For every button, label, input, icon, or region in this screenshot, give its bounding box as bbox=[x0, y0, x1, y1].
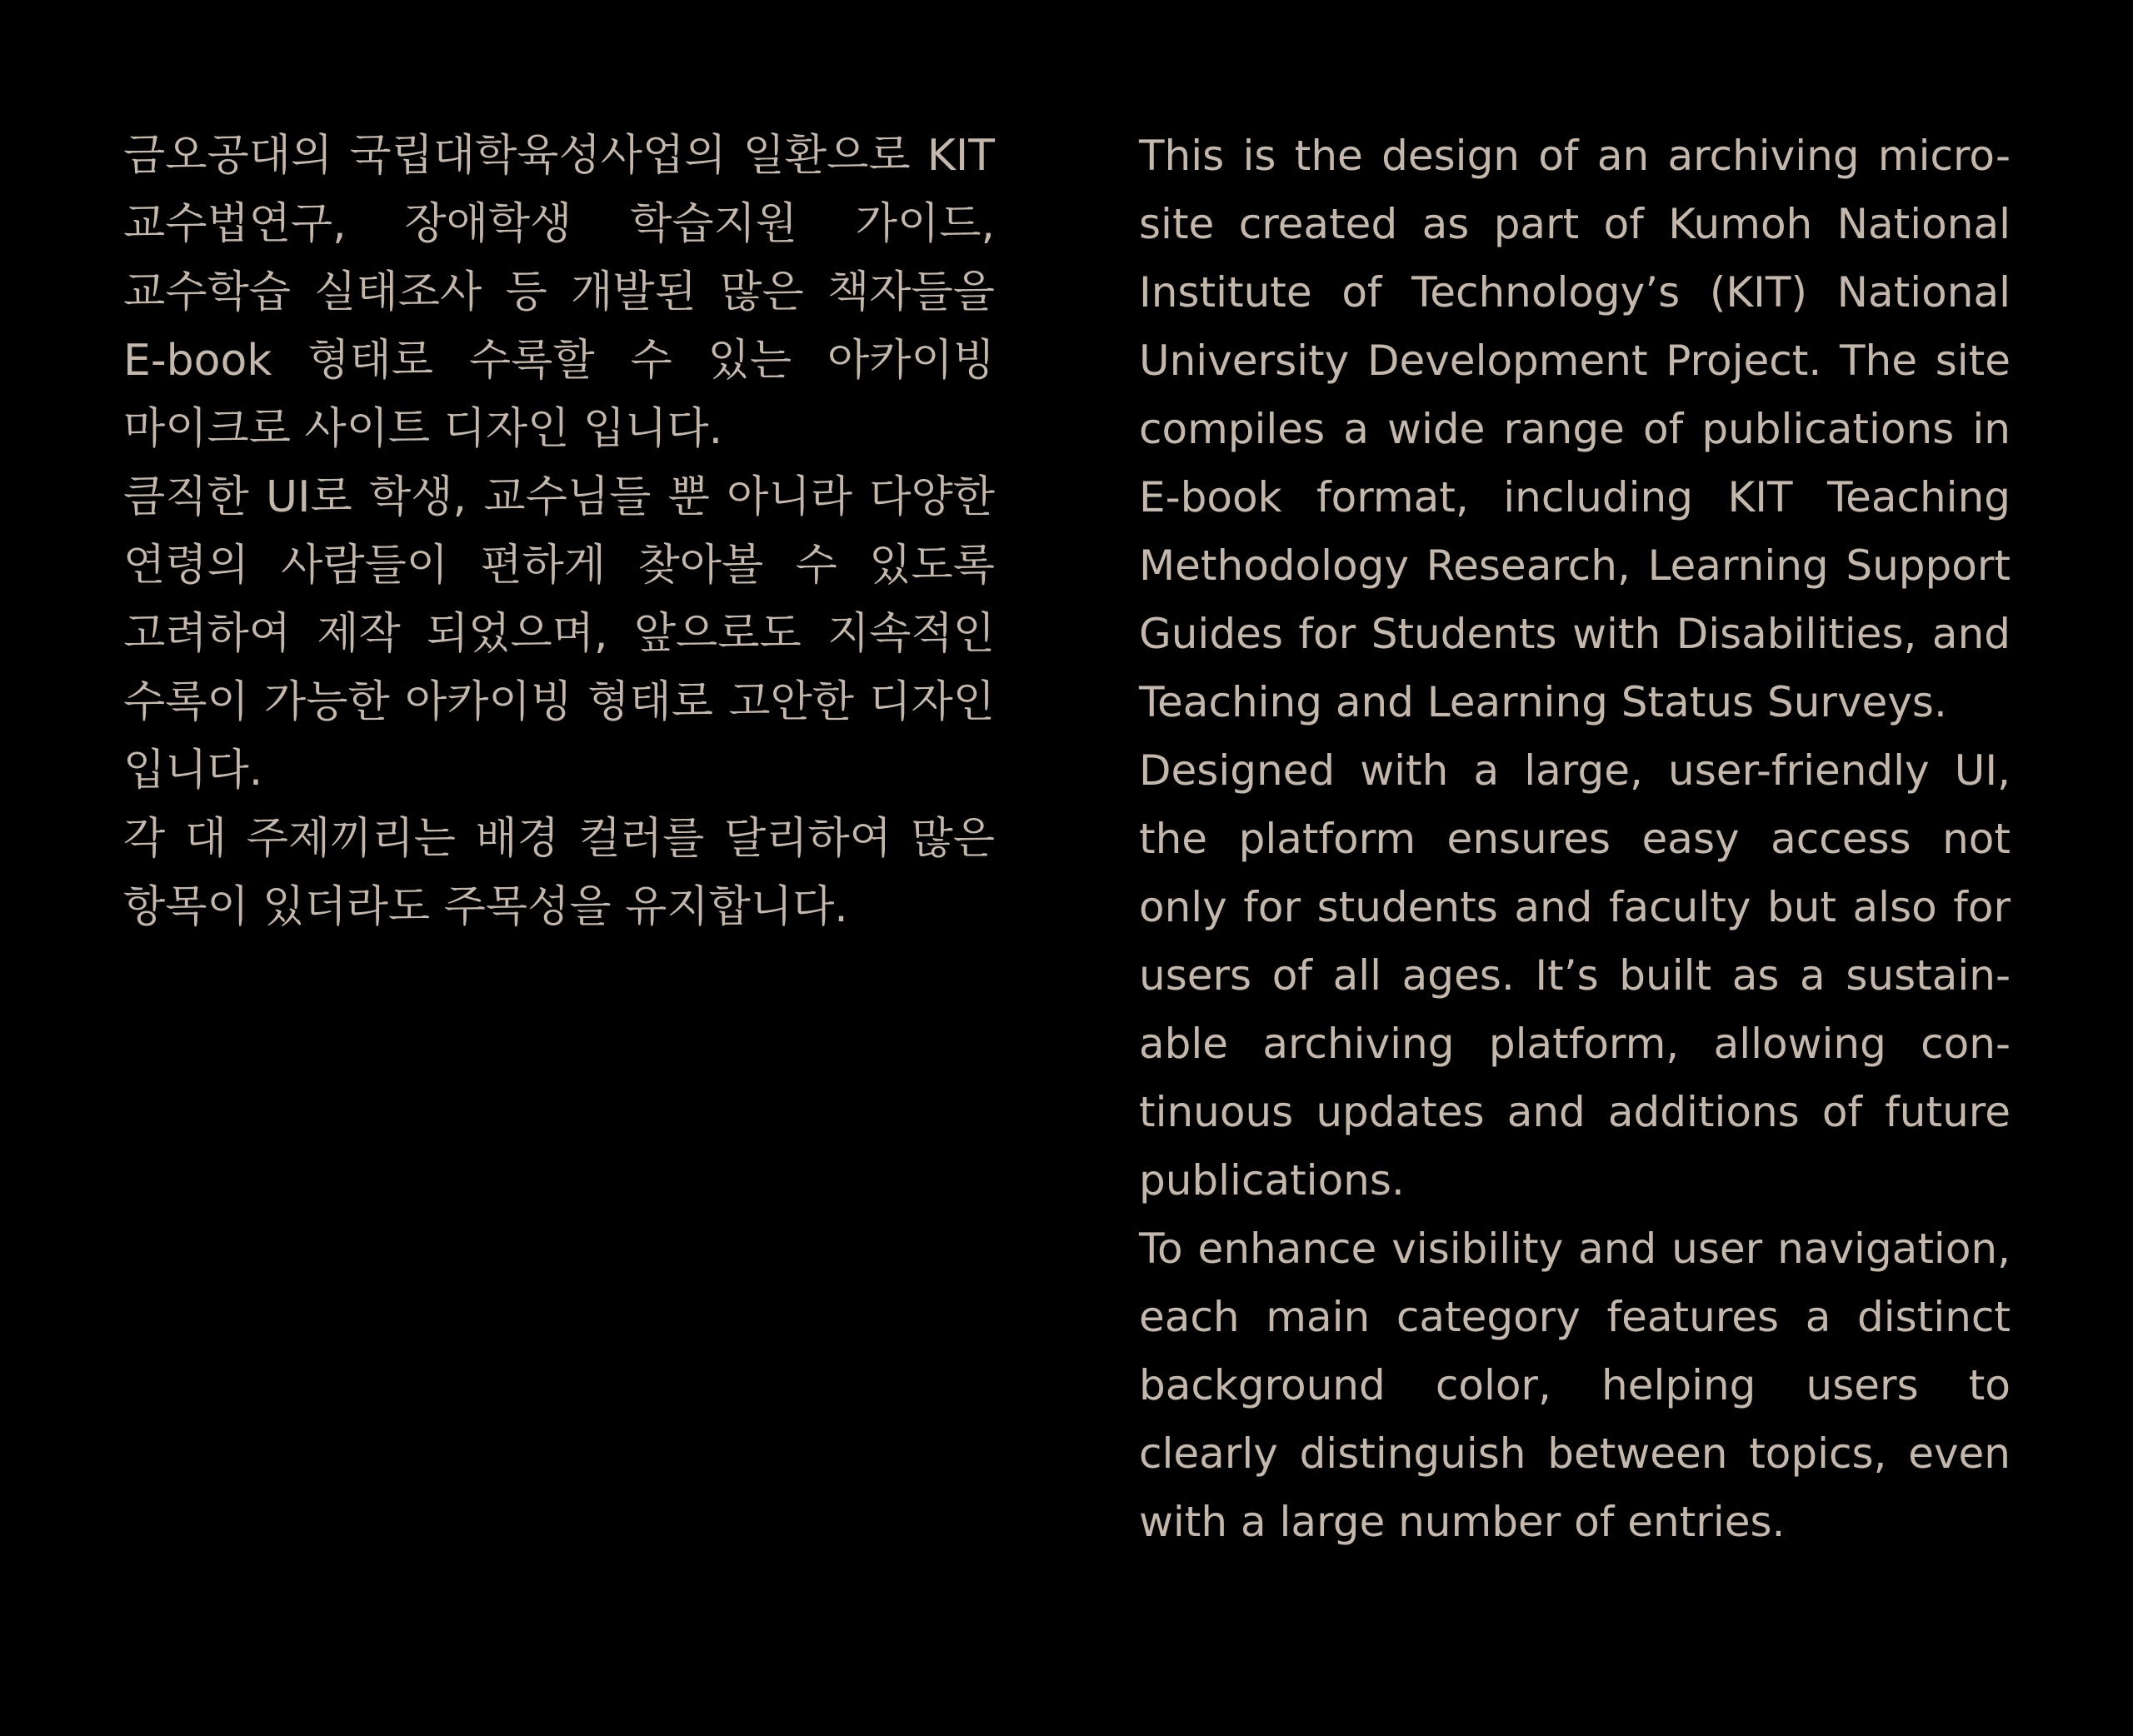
english-description bbox=[1139, 122, 2011, 1556]
english-paragraph-3: To enhance visibility and user navigation, each main category features a distinct background color, helping users to clearly distinguish between topics, even with a large number of entries. bbox=[1139, 1225, 2011, 1546]
english-paragraph-2: Designed with a large, user-friendly UI, the platform ensures easy access not only for students and faculty but also for users of all ages. It’s built as a sustainable archiving platform, allowing continuous updates and additions of future publications. bbox=[1139, 746, 2011, 1205]
korean-description bbox=[123, 122, 995, 941]
korean-paragraph-3: 각 대 주제끼리는 배경 컬러를 달리하여 많은 항목이 있더라도 주목성을 유지합니다. bbox=[123, 814, 995, 932]
korean-paragraph-2: 큼직한 UI로 학생, 교수님들 뿐 아니라 다양한 연령의 사람들이 편하게 찾아볼 수 있도록 고려하여 제작 되었으며, 앞으로도 지속적인 수록이 가능한 아카이빙 형태로 고안한 디자인 입니다. bbox=[123, 472, 995, 796]
english-paragraph-1: This is the design of an archiving micro-site created as part of Kumoh National Institute of Technology’s (KIT) National University Development Project. The site compiles a wide range of publications in E-book format, including KIT Teaching Methodology Research, Learning Support Guides for Students with Disabilities, and Teaching and Learning Status Surveys. bbox=[1139, 132, 2011, 726]
korean-paragraph-1: 금오공대의 국립대학육성사업의 일환으로 KIT 교수법연구, 장애학생 학습지원 가이드, 교수학습 실태조사 등 개발된 많은 책자들을 E-book 형태로 수록할 수 있는 아카이빙 마이크로 사이트 디자인 입니다. bbox=[123, 131, 995, 454]
